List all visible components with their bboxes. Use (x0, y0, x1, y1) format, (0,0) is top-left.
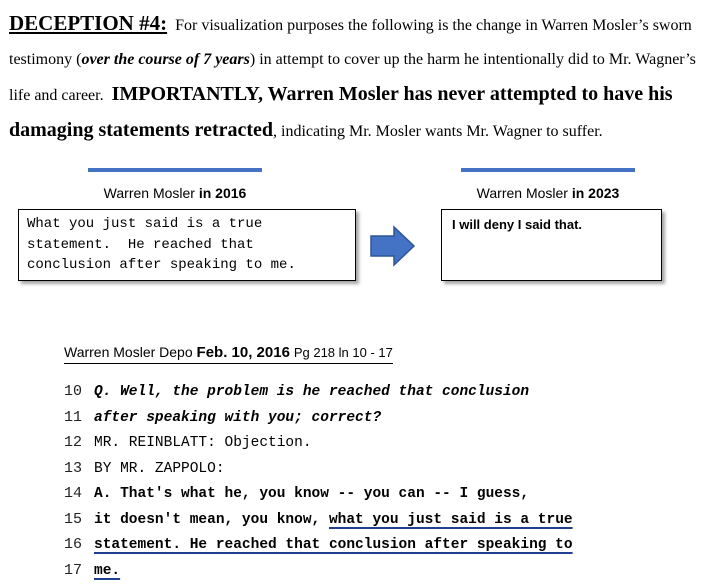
line-text: BY MR. ZAPPOLO: (94, 460, 225, 477)
line-number: 15 (64, 510, 83, 528)
deception-heading: DECEPTION #4: (9, 11, 168, 35)
line-text: it doesn't mean, you know, (94, 511, 321, 528)
transcript-line (64, 459, 704, 485)
quote-2016-line: What you just said is a true (27, 216, 263, 232)
right-caption (451, 185, 645, 201)
quote-2023-box (441, 209, 662, 281)
line-number: 11 (64, 408, 83, 426)
right-caption-year: in 2023 (571, 185, 620, 201)
quote-2023-text: I will deny I said that. (452, 217, 583, 232)
line-number: 12 (64, 434, 83, 451)
left-divider-rule (88, 168, 262, 172)
line-speaker: A. (94, 486, 112, 502)
deposition-title (64, 344, 393, 364)
transcript-line (64, 382, 704, 408)
intro-important-statement: IMPORTANTLY, Warren Mosler has never attempted to have his damaging statements retracted (9, 83, 673, 141)
line-text-highlight: me. (94, 562, 121, 579)
left-caption (88, 185, 262, 201)
intro-text-1: For visualization purposes the following is the change in Warren Mosler’s sworn testimony ( (9, 17, 692, 68)
line-text: That's what he, you know -- you can -- I guess, (120, 486, 530, 502)
quote-2016-line: conclusion after speaking to me. (27, 257, 296, 273)
deposition-transcript (64, 382, 704, 586)
left-caption-year: in 2016 (198, 185, 247, 201)
left-caption-name: Warren Mosler (103, 185, 195, 201)
transcript-line (64, 408, 704, 434)
quote-2016-line: statement. He reached that (27, 236, 254, 253)
transcript-line (64, 535, 704, 561)
line-text-highlight: what you just said is a true (328, 511, 573, 528)
right-arrow-icon (370, 225, 416, 267)
line-text: after speaking with you; correct? (94, 409, 382, 426)
transcript-line (64, 510, 704, 536)
intro-text-2: ) in attempt to cover up the harm he intentionally did to Mr. Wagner’s life and career. (9, 51, 696, 104)
transcript-line (64, 484, 704, 510)
deposition-page-ref: Pg 218 ln 10 - 17 (293, 345, 393, 360)
line-number: 10 (64, 383, 83, 400)
line-number: 13 (64, 459, 83, 477)
line-number: 16 (64, 536, 83, 553)
deposition-date: Feb. 10, 2016 (196, 344, 290, 361)
right-caption-name: Warren Mosler (476, 185, 568, 201)
intro-emphasis: over the course of 7 years (81, 51, 250, 68)
deposition-title-prefix: Warren Mosler Depo (64, 344, 193, 360)
transcript-line (64, 433, 704, 459)
line-text: Q. Well, the problem is he reached that conclusion (94, 384, 530, 400)
intro-paragraph (9, 6, 709, 149)
line-text-highlight: statement. He reached that conclusion after speaking to (94, 537, 573, 553)
line-text: MR. REINBLATT: Objection. (94, 435, 312, 451)
intro-text-3: , indicating Mr. Mosler wants Mr. Wagner to suffer. (273, 123, 603, 140)
line-number: 17 (64, 561, 83, 579)
line-number: 14 (64, 485, 83, 502)
transcript-line (64, 561, 704, 586)
quote-2016-box (18, 209, 356, 281)
right-divider-rule (461, 168, 635, 172)
